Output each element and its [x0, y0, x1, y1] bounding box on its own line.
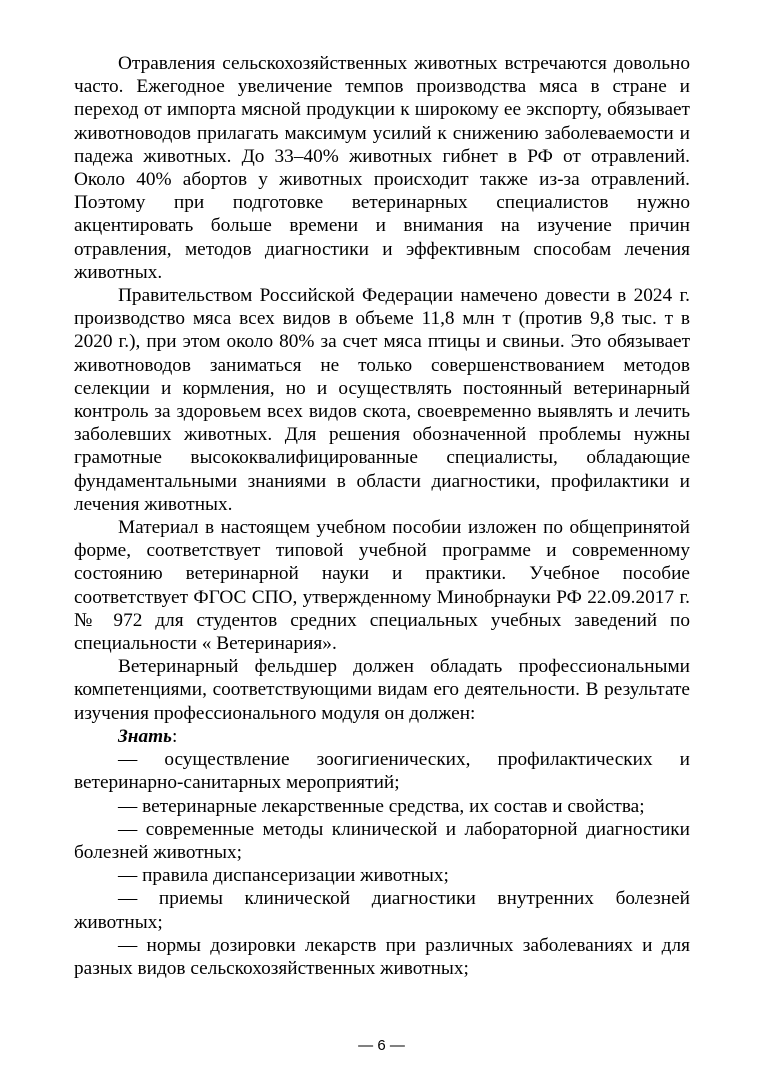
page-number: — 6 —	[358, 1037, 405, 1054]
know-heading: Знать	[118, 725, 172, 747]
know-list-item: — нормы дозировки лекарств при различных заболеваниях и для разных видов сельскохозяйственных животных;	[74, 934, 690, 979]
know-list-item: — современные методы клинической и лабораторной диагностики болезней животных;	[74, 818, 690, 863]
paragraph-poisoning-frequency: Отравления сельскохозяйственных животных встречаются довольно часто. Ежегодное увеличение темпов производства мяса в стране и переход от импорта мясной продукции к широкому ее экспорту, обязывает животноводов прилагать максимум усилий к снижению заболеваемости и падежа животных. До 33–40% животных гибнет в РФ от отравлений. Около 40% абортов у животных происходит также из-за отравлений. Поэтому при подготовке ветеринарных специалистов нужно акцентировать больше времени и внимания на изучение причин отравления, методов диагностики и эффективным способам лечения животных.	[74, 53, 690, 283]
know-list-item: — осуществление зоогигиенических, профилактических и ветеринарно-санитарных мероприятий;	[74, 749, 690, 794]
know-heading-line	[74, 725, 690, 748]
paragraph-meat-production-goals: Правительством Российской Федерации намечено довести в 2024 г. производство мяса всех видов в объеме 11,8 млн т (против 9,8 тыс. т в 2020 г.), при этом около 80% за счет мяса птицы и свиньи. Это обязывает животноводов заниматься не только совершенствованием методов селекции и кормления, но и осуществлять постоянный ветеринарный контроль за здоровьем всех видов скота, своевременно выявлять и лечить заболевших животных. Для решения обозначенной проблемы нужны грамотные высококвалифицированные специалисты, обладающие фундаментальными знаниями в области диагностики, профилактики и лечения животных.	[74, 285, 690, 515]
know-heading-colon: :	[171, 725, 178, 747]
page-body-text	[74, 52, 690, 980]
know-list-item: — ветеринарные лекарственные средства, их состав и свойства;	[118, 795, 645, 817]
paragraph-competencies-intro: Ветеринарный фельдшер должен обладать профессиональными компетенциями, соответствующими видам его деятельности. В результате изучения профессионального модуля он должен:	[74, 656, 690, 724]
know-list-item: — приемы клинической диагностики внутренних болезней животных;	[74, 888, 690, 933]
know-list-item: — правила диспансеризации животных;	[118, 865, 449, 887]
paragraph-textbook-standards: Материал в настоящем учебном пособии изложен по общепринятой форме, соответствует типовой учебной программе и современному состоянию ветеринарной науки и практики. Учебное пособие соответствует ФГОС СПО, утвержденному Минобрнауки РФ 22.09.2017 г. № 972 для студентов средних специальных учебных заведений по специальности « Ветеринария».	[74, 517, 690, 655]
